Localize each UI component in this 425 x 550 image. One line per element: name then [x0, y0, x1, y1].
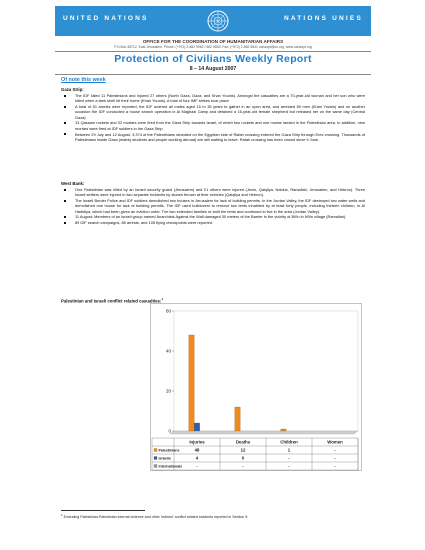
data-label: 1	[287, 447, 291, 453]
list-item: 89 IDF search campaigns, 85 arrests, and 105 flying checkpoints were reported.	[61, 220, 365, 225]
footnote	[61, 513, 365, 519]
section-heading: Of note this week	[61, 77, 106, 83]
bar	[189, 335, 195, 431]
office-name: OFFICE FOR THE COORDINATION OF HUMANITARIAN AFFAIRS	[142, 39, 284, 44]
legend-label: Palestinians	[158, 448, 180, 453]
gaza-bullet-list	[61, 93, 365, 143]
list-item: Between 29 July and 12 August, 3,374 of the Palestinians stranded on the Egyptian side of Rafah crossing entered the Gaza Strip through Erez crossing. Thousands of Palestinians inside Gaza (mainly students and people working abroad) are still waiting to leave. Rafah crossing has been closed since 9 June.	[61, 132, 365, 143]
x-category-label: Children	[280, 439, 298, 445]
footnote-divider	[61, 510, 145, 511]
data-label: 4	[195, 455, 199, 461]
list-item: The Israeli Border Police and IDF soldiers demolished two houses in Jerusalem for lack of building permits. In the Jordan Valley, the IDF destroyed two water wells and demolished one house for lack of building permits. The IDF used bulldozers to remove two tents inhabited by at least forty people, including thirteen children, in Al Hadidiya, which had been given an eviction order. The two extended families re-built the tents and continued to live in the area (Jordan Valley).	[61, 198, 365, 214]
report-title: Protection of Civilians Weekly Report	[114, 53, 312, 65]
org-name-french: NATIONS UNIES	[283, 15, 363, 22]
plot-area	[174, 311, 358, 431]
un-banner	[55, 6, 371, 36]
office-address: P.O.Box 38712, East Jerusalem, Phone: (+972) 2-582 9962 / 582 5853, Fax: (+972) 2-582 5841 ochaopt@un.org, www.ochaopt.org	[114, 45, 312, 49]
casualties-chart	[150, 303, 362, 471]
gaza-heading: Gaza Strip:	[61, 87, 84, 92]
y-tick-label: 40	[165, 348, 171, 354]
footnote-text: Excluding Palestinian-Palestinian internal violence and other 'indirect' conflict related incidents reported in Section 9.	[62, 515, 249, 520]
footnote-marker: 1	[61, 513, 63, 517]
legend-swatch	[154, 457, 157, 460]
x-category-label: Women	[327, 439, 343, 445]
plot-floor	[168, 428, 358, 434]
data-label: -	[334, 463, 336, 469]
list-item: 11 August: Members of an Israeli group named Anarchists Against the Wall damaged 30 meters of the Barrier in the vicinity of Bil'in in Ni'lin village (Ramallah).	[61, 214, 365, 219]
data-label: 12	[240, 447, 246, 453]
bar	[281, 429, 287, 431]
data-label: -	[242, 463, 244, 469]
y-tick-label: 0	[168, 428, 171, 434]
legend-label: Israelis	[158, 456, 171, 461]
bar	[194, 423, 200, 431]
report-dates: 8 – 14 August 2007	[189, 66, 237, 72]
legend-swatch	[154, 449, 157, 452]
bar	[235, 407, 241, 431]
data-label: -	[288, 455, 290, 461]
list-item: One Palestinian was killed by an Israeli security guard (Jerusalem) and 21 others were injured (Jenin, Qalqilya, Nablus, Ramallah, Jerusalem, and Hebron). Three Israeli settlers were injured in two separate incidents by stones thrown at their vehicles (Qalqilya and Hebron).	[61, 187, 365, 198]
west-bank-bullet-list	[61, 187, 365, 226]
chart-footnote-marker: 1	[161, 297, 163, 301]
data-label: -	[288, 463, 290, 469]
data-label: -	[334, 455, 336, 461]
x-category-label: Deaths	[235, 439, 251, 445]
list-item: 13 Qassam rockets and 32 mortars were fired from the Gaza Strip towards Israel, of which two rockets and one mortar landed in the Palestinian area. In addition, nine mortars were fired at IDF soldiers in the Gaza Strip.	[61, 120, 365, 131]
chart-caption	[61, 297, 163, 303]
org-name-english: UNITED NATIONS	[63, 15, 149, 22]
data-label: -	[196, 463, 198, 469]
list-item: A total of 51 arrests were reported; the IDF ordered all males aged 15 to 35 years to gather in an open area, and arrested 50 men (Khan Younis) and on another occasion the IDF conducted a house search operation in Al Maghazi Camp and detained a 15-year-old female shepherd but released her on the same day (Central Gaza).	[61, 104, 365, 120]
y-tick-label: 60	[165, 308, 171, 314]
header-divider	[55, 51, 371, 52]
legend-swatch	[154, 465, 157, 468]
data-label: 48	[194, 447, 200, 453]
x-category-label: Injuries	[189, 439, 205, 445]
list-item: The IDF killed 11 Palestinians and injured 27 others (North Gaza, Gaza, and Khan Younis). Amongst the casualties are a 70-year-old woman and her son who were killed when a tank shell hit their home (Khan Younis). A total of four IMF strikes took place.	[61, 93, 365, 104]
legend-label: Internationals	[158, 464, 183, 469]
chart-caption-text: Palestinian and Israeli conflict related casualties:	[61, 298, 162, 304]
y-tick-label: 20	[165, 388, 171, 394]
data-label: 0	[241, 455, 245, 461]
west-bank-heading: West Bank:	[61, 181, 85, 186]
un-emblem-icon	[205, 8, 231, 34]
data-label: -	[334, 447, 336, 453]
title-divider	[55, 74, 371, 75]
